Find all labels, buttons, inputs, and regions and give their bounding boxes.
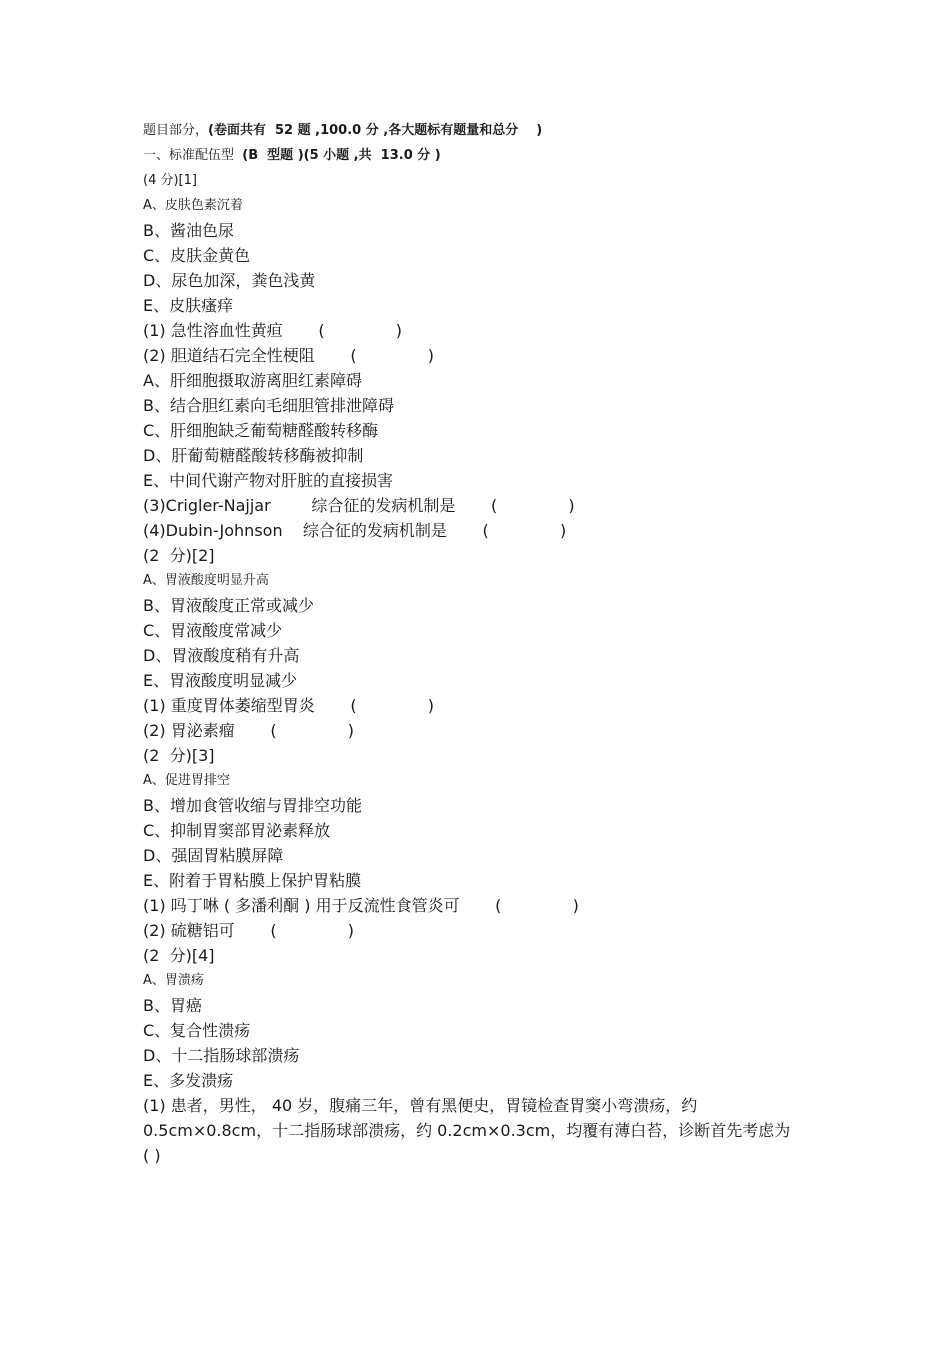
sub-question: (1) 急性溶血性黄疸 ( ) (143, 321, 403, 340)
sub-question: (1) 重度胃体萎缩型胃炎 ( ) (143, 696, 435, 715)
option-a: A、促进胃排空 (143, 773, 230, 788)
option-d: D、胃液酸度稍有升高 (143, 646, 300, 665)
option-b: B、胃癌 (143, 996, 202, 1015)
option-b: B、胃液酸度正常或减少 (143, 596, 314, 615)
question-1 (143, 168, 803, 543)
option-c: C、肝细胞缺乏葡萄糖醛酸转移酶 (143, 421, 379, 440)
option-d: D、十二指肠球部溃疡 (143, 1046, 300, 1065)
option-c: C、皮肤金黄色 (143, 246, 251, 265)
option-c: C、胃液酸度常减少 (143, 621, 283, 640)
option-a: A、肝细胞摄取游离胆红素障碍 (143, 371, 362, 390)
option-d: D、肝葡萄糖醛酸转移酶被抑制 (143, 446, 364, 465)
question-score: (2 分)[2] (143, 546, 215, 565)
option-c: C、复合性溃疡 (143, 1021, 251, 1040)
option-d: D、强固胃粘膜屏障 (143, 846, 284, 865)
question-3 (143, 743, 803, 943)
sub-question: (2) 胃泌素瘤 ( ) (143, 721, 355, 740)
document-body (143, 118, 803, 1168)
option-e: E、多发溃疡 (143, 1071, 234, 1090)
sub-question: (2) 胆道结石完全性梗阻 ( ) (143, 346, 435, 365)
sub-question: (1) 吗丁啉 ( 多潘利酮 ) 用于反流性食管炎可 ( ) (143, 896, 579, 915)
option-e: E、皮肤瘙痒 (143, 296, 234, 315)
question-2 (143, 543, 803, 743)
option-a: A、胃溃疡 (143, 973, 204, 988)
option-e: E、胃液酸度明显减少 (143, 671, 298, 690)
header-prefix: 题目部分， (143, 123, 209, 138)
option-b: B、酱油色尿 (143, 221, 234, 240)
section-prefix: 一、标准配伍型 (143, 148, 243, 163)
option-a: A、皮肤色素沉着 (143, 198, 243, 213)
sub-question: (4)Dubin-Johnson 综合征的发病机制是 ( ) (143, 521, 567, 540)
question-score: (2 分)[4] (143, 946, 215, 965)
option-c: C、抑制胃窦部胃泌素释放 (143, 821, 331, 840)
option-b: B、增加食管收缩与胃排空功能 (143, 796, 362, 815)
question-score: (2 分)[3] (143, 746, 215, 765)
section-title (143, 143, 803, 168)
sub-question: (3)Crigler-Najjar 综合征的发病机制是 ( ) (143, 496, 575, 515)
sub-question: (2) 硫糖铝可 ( ) (143, 921, 355, 940)
question-4 (143, 943, 803, 1168)
paper-header (143, 118, 803, 143)
header-text: (卷面共有 52 题 ,100.0 分 ,各大题标有题量和总分 ) (208, 123, 543, 138)
option-e: E、中间代谢产物对肝脏的直接损害 (143, 471, 394, 490)
question-score: (4 分)[1] (143, 173, 197, 188)
option-a: A、胃液酸度明显升高 (143, 573, 269, 588)
section-text: (B 型题 )(5 小题 ,共 13.0 分 ) (242, 148, 441, 163)
option-d: D、尿色加深，粪色浅黄 (143, 271, 316, 290)
option-e: E、附着于胃粘膜上保护胃粘膜 (143, 871, 362, 890)
option-b: B、结合胆红素向毛细胆管排泄障碍 (143, 396, 394, 415)
case-sub-question: (1) 患者，男性， 40 岁，腹痛三年，曾有黑便史，胃镜检查胃窦小弯溃疡，约 0.5cm×0.8cm，十二指肠球部溃疡，约 0.2cm×0.3cm，均覆有薄白苔，诊断首先考虑为 ( ) (143, 1096, 791, 1165)
